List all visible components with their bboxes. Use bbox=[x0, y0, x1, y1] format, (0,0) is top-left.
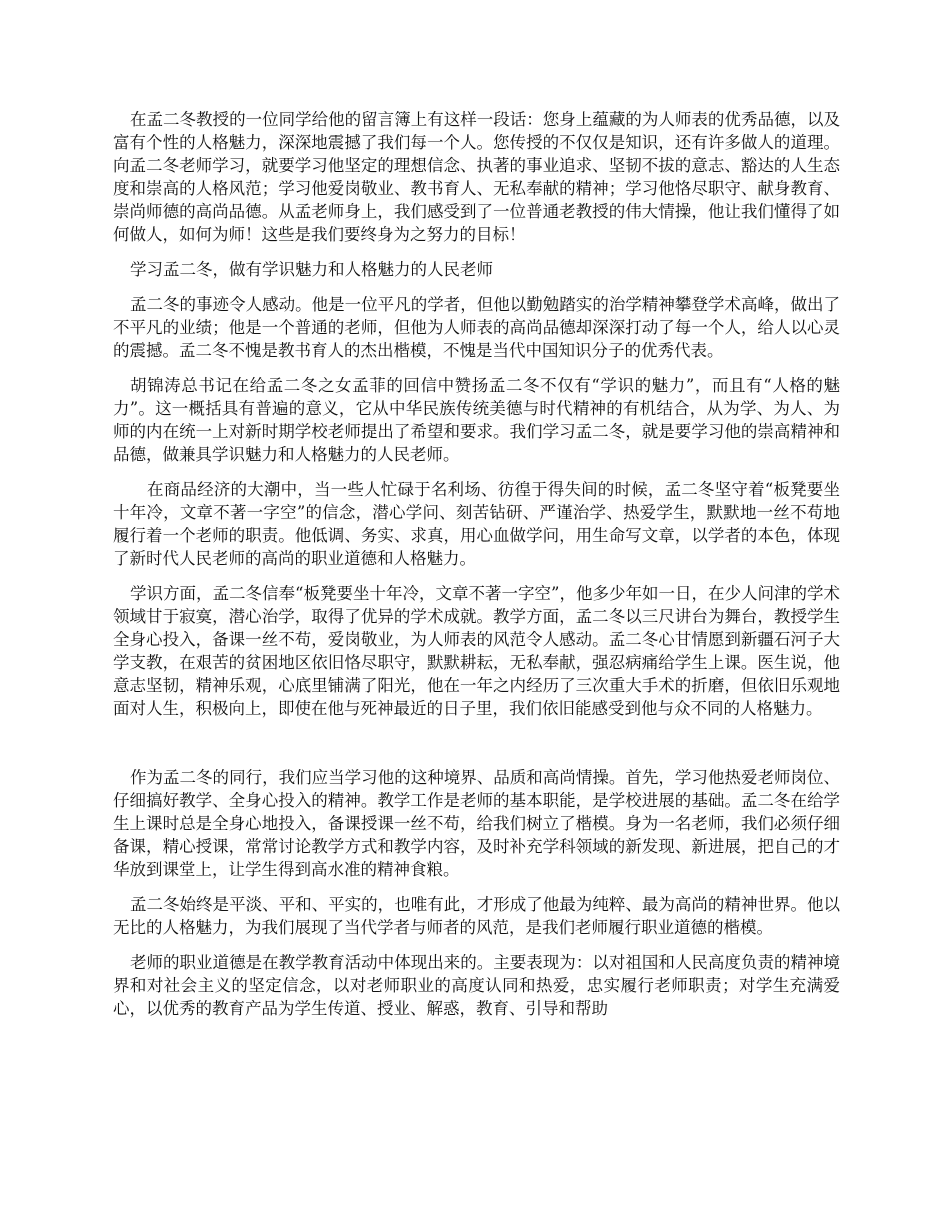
paragraph-spacer bbox=[113, 732, 840, 766]
paragraph-commodity-economy: 在商品经济的大潮中，当一些人忙碌于名利场、彷徨于得失间的时候，孟二冬坚守着“板凳要坐十年冷，文章不著一字空”的信念，潜心学问、刻苦钻研、严谨治学、热爱学生，默默地一丝不苟地履行着一个老师的职责。他低调、务实、求真，用心血做学问，用生命写文章，以学者的本色，体现了新时代人民老师的高尚的职业道德和人格魅力。 bbox=[113, 480, 840, 568]
document-page bbox=[113, 108, 840, 1032]
paragraph-plain-character: 孟二冬始终是平淡、平和、平实的，也唯有此，才形成了他最为纯粹、最为高尚的精神世界。他以无比的人格魅力，为我们展现了当代学者与师者的风范，是我们老师履行职业道德的楷模。 bbox=[113, 895, 840, 937]
paragraph-intro: 在孟二冬教授的一位同学给他的留言簿上有这样一段话：您身上蕴藏的为人师表的优秀品德，以及富有个性的人格魅力，深深地震撼了我们每一个人。您传授的不仅仅是知识，还有许多做人的道理。向孟二冬老师学习，就要学习他坚定的理想信念、执著的事业追求、坚韧不拔的意志、豁达的人生态度和崇高的人格风范；学习他爱岗敬业、教书育人、无私奉献的精神；学习他恪尽职守、献身教育、崇尚师德的高尚品德。从孟老师身上，我们感受到了一位普通老教授的伟大情操，他让我们懂得了如何做人，如何为师！这些是我们要终身为之努力的目标！ bbox=[113, 110, 840, 244]
paragraph-deeds: 孟二冬的事迹令人感动。他是一位平凡的学者，但他以勤勉踏实的治学精神攀登学术高峰，做出了不平凡的业绩；他是一个普通的老师，但他为人师表的高尚品德却深深打动了每一个人，给人以心灵的震撼。孟二冬不愧是教书育人的杰出楷模，不愧是当代中国知识分子的优秀代表。 bbox=[113, 295, 840, 360]
paragraph-scholarship-teaching: 学识方面，孟二冬信奉“板凳要坐十年冷，文章不著一字空”，他多少年如一日，在少人问津的学术领域甘于寂寞，潜心治学，取得了优异的学术成就。教学方面，孟二冬以三尺讲台为舞台，教授学生全身心投入，备课一丝不苟，爱岗敬业，为人师表的风范令人感动。孟二冬心甘情愿到新疆石河子大学支教，在艰苦的贫困地区依旧恪尽职守，默默耕耘，无私奉献，强忍病痛给学生上课。医生说，他意志坚韧，精神乐观，心底里铺满了阳光，他在一年之内经历了三次重大手术的折磨，但依旧乐观地面对人生，积极向上，即使在他与死神最近的日子里，我们依旧能感受到他与众不同的人格魅力。 bbox=[113, 584, 840, 718]
paragraph-as-colleague: 作为孟二冬的同行，我们应当学习他的这种境界、品质和高尚情操。首先，学习他热爱老师岗位、仔细搞好教学、全身心投入的精神。教学工作是老师的基本职能，是学校进展的基础。孟二冬在给学生上课时总是全身心地投入，备课授课一丝不苟，给我们树立了楷模。身为一名老师，我们必须仔细备课，精心授课，常常讨论教学方式和教学内容，及时补充学科领域的新发现、新进展，把自己的才华放到课堂上，让学生得到高水准的精神食粮。 bbox=[113, 768, 840, 879]
paragraph-professional-ethics: 老师的职业道德是在教学教育活动中体现出来的。主要表现为：以对祖国和人民高度负责的精神境界和对社会主义的坚定信念，以对老师职业的高度认同和热爱，忠实履行老师职责；对学生充满爱心，以优秀的教育产品为学生传道、授业、解惑，教育、引导和帮助 bbox=[113, 953, 840, 1018]
paragraph-hu-jintao-letter: 胡锦涛总书记在给孟二冬之女孟菲的回信中赞扬孟二冬不仅有“学识的魅力”，而且有“人格的魅力”。这一概括具有普遍的意义，它从中华民族传统美德与时代精神的有机结合，从为学、为人、为师的内在统一上对新时期学校老师提出了希望和要求。我们学习孟二冬，就是要学习他的崇高精神和品德，做兼具学识魅力和人格魅力的人民老师。 bbox=[113, 376, 840, 464]
section-heading: 学习孟二冬，做有学识魅力和人格魅力的人民老师 bbox=[130, 260, 493, 279]
